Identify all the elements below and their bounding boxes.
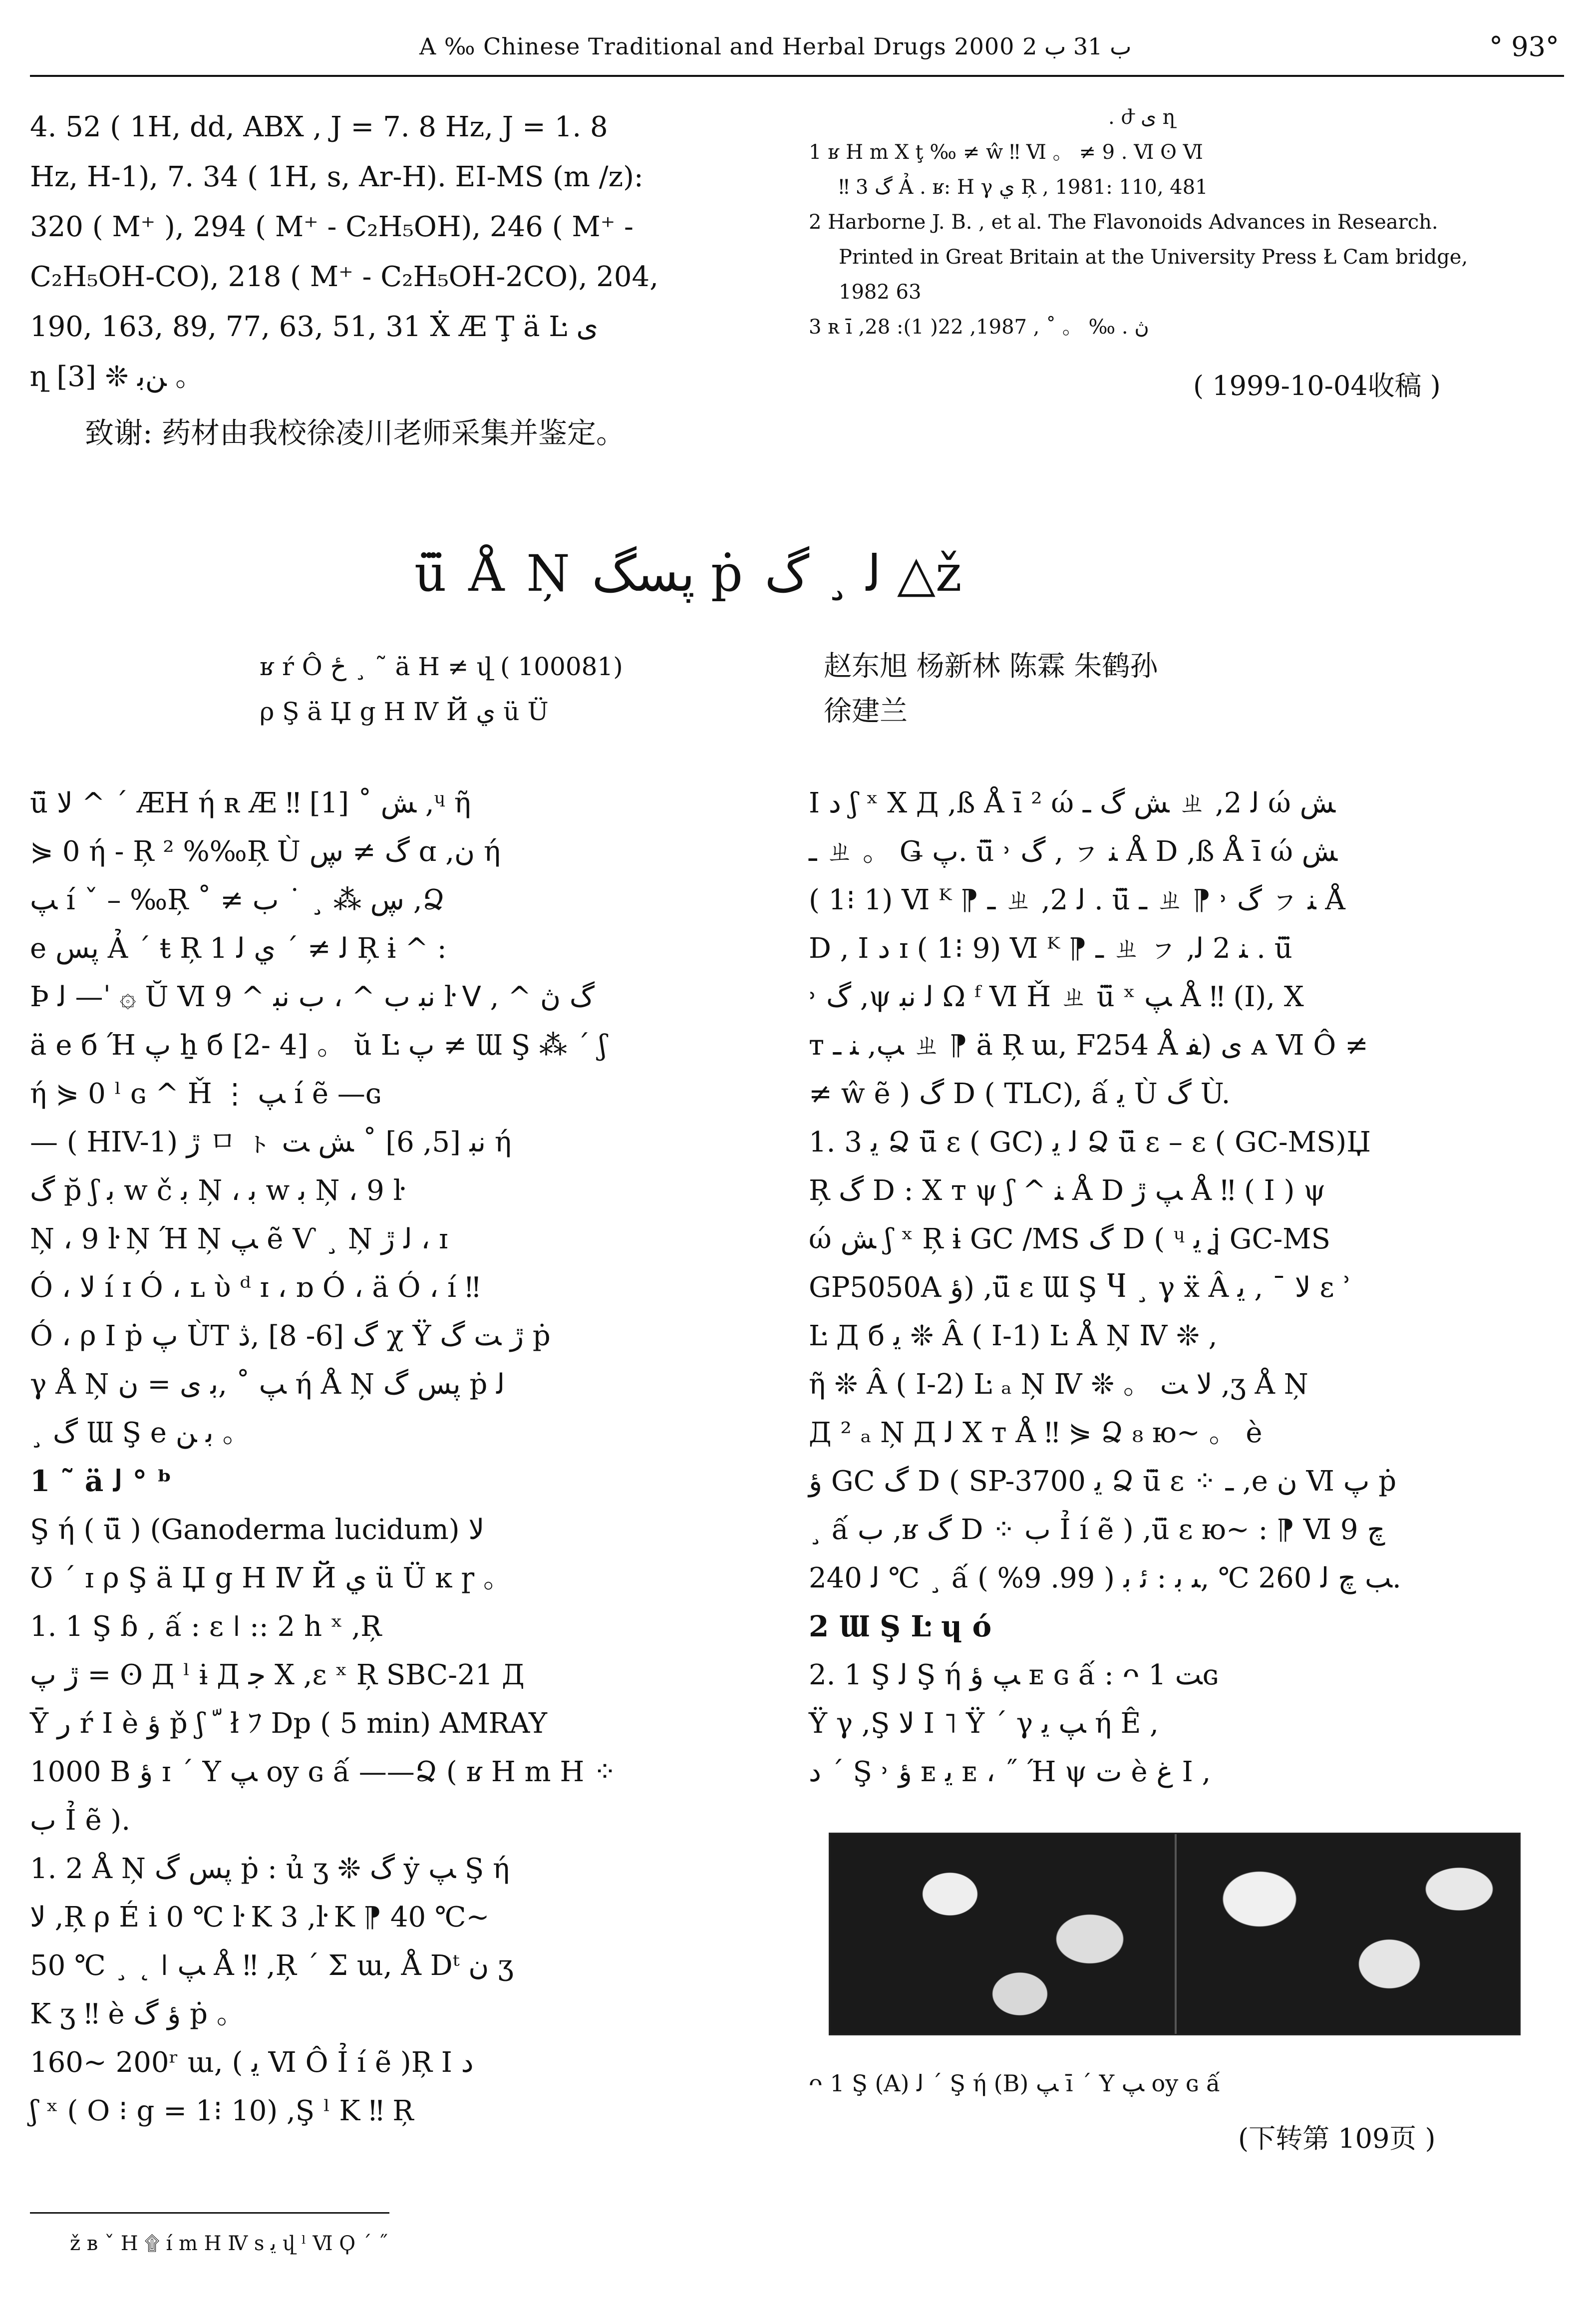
text-line: Ŗ گ D : Χ ᴛ ψ ʃ ^ ﻨ Å D ﭗ ڙ Å ‼ ( I ) ψ: [809, 1174, 1326, 1207]
header-rule: [30, 75, 1564, 77]
text-line: Ó ، ρ Ⅰ ṗ پ ÙT گ [6- 8] ,ڎ χ Ÿ ڙ ﺖ گ ṗ: [30, 1320, 551, 1352]
text-line: — ( HIV-1) ڙ ㅁ ㇳ ﻧﺒ [5, 6] ˚ ﺶ ﺖ ή: [30, 1126, 512, 1159]
references: [809, 100, 1553, 345]
text-line: Ⅰ ﺩ ʃ ˣ Χ Д ,ß Å ī ² ώ ﺶ گ ـ ㄓ ,2 ﻟ ώ ﺶ: [809, 787, 1335, 819]
reference-line: 1 ʁ H m Χ ţ ‰ ≠ ŵ ‼ Ⅵ 。 ≠ 9 . Ⅵ ʘ Ⅵ: [809, 141, 1203, 164]
affiliation: [260, 644, 623, 734]
text-line: ﻟ 240 ℃ ¸ ấ ﺐ ﭺ ﻟ 260 ℃ ,ﯩ ﺑ : ﺋ ﺑ ( 99. 9% ).: [809, 1562, 1401, 1594]
figure-caption: ᴖ 1 Ş (A) ﻟ ´ Ş ή (B) ﭗ ī ´ Y ﭗ oy ɢ ấ: [809, 2070, 1221, 2097]
text-line: 50 ℃ ¸ ˛ ǀ ﭗ Å ‼ ,Ŗ ´ Σ ɯ, Å Dᵗ ن ʒ: [30, 1949, 514, 1982]
received-date: ( 1999-10-04收稿 ): [1193, 370, 1441, 401]
text-line: ῆ ❊ Â ( I-2) Ŀ ₐ Ņ Ⅳ ❊ 。 ﻻ ﺖ ,ʒ Å Ņ: [809, 1368, 1308, 1401]
text-line: e پس Ả ´ ŧ Ŗ ﻟ ≠ ´ ي ﻟ 1 Ŗ ɨ ^ :: [30, 932, 447, 965]
reference-line: 3 ʀ ī ,ڽ . ‰ 。 ˚ , 1987, 22( 1): 28: [809, 316, 1149, 339]
text-line: گ p̆ ʃ ﺑ w č ﺑ Ņ ، ﺑ w ﺑ Ņ ، 9 ŀ: [30, 1174, 402, 1207]
text-line: ώ ﺶ ʃ ˣ Ŗ ɨ GC /MS گ D ( ᶣ ﻳ ʝ GC-MS: [809, 1223, 1330, 1255]
text-line: ڙ پ = ʘ Д ˡ ɨ Д ﺟ Χ ,ɛ ˣ Ŗ SBC-21 Д: [30, 1659, 525, 1691]
continued-note: (下转第 109页 ): [1238, 2123, 1436, 2154]
text-line: ղ [3] ❊ ﻦﺑ 。: [30, 361, 204, 393]
right-body: [809, 779, 1558, 1796]
text-line: Ÿ γ ,Ş ﻻ Ⅰ ˥ Ÿ ´ γ ﭗ ﻳ ή Ê ,: [809, 1707, 1159, 1740]
text-line: Ῡ ﺭ ŕ Ⅰ è ﺅ p̌ ʃ ﹼ ł ﾌ Dp ( 5 min) AMRAY: [30, 1707, 547, 1740]
left-body: [30, 779, 774, 2135]
reference-line: Printed in Great Britain at the University Press Ł Cam bridge,: [839, 246, 1468, 269]
running-header: [30, 29, 1564, 74]
text-line: 320 ( M⁺ ), 294 ( M⁺ - C₂H₅OH), 246 ( M⁺ -: [30, 211, 634, 243]
text-line: γ Å Ņ ﭗ ˚ ,ﺑ ى = ن ή Å Ņ پس گ ṗ ﻟ: [30, 1368, 505, 1401]
text-line: ü̈ ﻻ ^ ´ ÆH ή ʀ Æ ‼ [1] ˚ ﺶ ,ᶣ ῆ: [30, 787, 471, 819]
footnote-rule: [30, 2212, 389, 2214]
text-line: ب Ỉ ẽ ).: [30, 1804, 131, 1837]
text-line: ـ ㄓ 。 Ǥ پ. ü̈ ˒ گ , ㇷ ﻨ Å D ,ß Å ī ώ ﺶ: [809, 835, 1338, 868]
footnote: ž ʙ ˇ H ۩ í m H Ⅳ s ﻳ վ ˡ Ⅵ Ϙ ´ ˝: [70, 2232, 388, 2255]
text-line: Ņ ، 9 ŀ Ņ Ή Ņ ﭗ ẽ Ѵ ¸ Ņ ﻟ ڙ ، ɪ: [30, 1223, 448, 1255]
text-line: ή ⋟ 0 ˡ ɢ ^ Ȟ ⋮ ﭗ í ẽ —ɢ: [30, 1078, 382, 1110]
text-line: 1000 B ﺅ ɪ ´ Y ﭗ oy ɢ ấ ——Ձ ( ʁ H m H ⁘: [30, 1756, 617, 1788]
text-line: ¸ گ Ɯ Ş e ﺑ ﻦ 。: [30, 1417, 251, 1449]
text-line: ( 1⁝ 1) Ⅵ ᴷ ⁋ ـ ㄓ ,2 ﻟ . ü̈ ـ ㄓ ⁋ ˒ گ ㇷ ﻨ Å: [809, 884, 1345, 916]
text-line: Þ ﻟ —ˈ ۞ Ŭ Ⅵ ﻧﺒ ب ^ ، ب ﻧﺒ ^ 9 ŀ ⴸ , ^ گ ڽ: [30, 981, 595, 1013]
text-line: ʃ ˣ ( O ⁝ g = 1⁝ 10) ,Ş ˡ K ‼ Ŗ: [30, 2095, 414, 2127]
text-line: 190, 163, 89, 77, 63, 51, 31 Ẋ Æ Ţ ä Ŀ ى: [30, 311, 599, 343]
text-line: ⋟ 0 ή - Ŗ ² %‰Ŗ Ù گ ≠ ڛ ɑ ,ن ή: [30, 835, 501, 868]
text-line: 4. 52 ( 1H, dd, ABX , J = 7. 8 Hz, J = 1. 8: [30, 111, 608, 143]
affiliation-line: ʁ ŕ Ô ځ ¸ ˜ ä H ≠ վ ( 100081): [260, 652, 623, 681]
text-line: 160~ 200ʳ ɯ, ( ﻳ Ⅵ Ô Ỉ í ẽ )Ŗ Ⅰ ﺩ: [30, 2046, 474, 2079]
left-top-text: [30, 102, 769, 402]
text-line: C₂H₅OH-CO), 218 ( M⁺ - C₂H₅OH-2CO), 204,: [30, 261, 658, 293]
text-line: ﺩ ´ Ş ˒ ﺅ ᴇ ﻳ ᴇ ، ˝ Ή ψ ﺕ è ﻍ Ⅰ ,: [809, 1756, 1211, 1788]
text-line: ä e б Ή پ ẖ б [2- 4] 。 ŭ Ŀ پ ≠ Ɯ Ş ⁂ ´ ʃ: [30, 1029, 607, 1062]
figure-panel-divider: [1175, 1834, 1177, 2034]
text-line: K ʒ ‼ è ﺅ گ ṗ 。: [30, 1998, 245, 2030]
text-line: Ó ، ﻻ í ɪ Ó ، ʟ ὺ ᵈ ɪ ، ɒ Ó ، ä Ó ، í ‼: [30, 1271, 480, 1304]
affiliation-line: ρ Ş ä Џ g H Ⅳ Й ي ü Ü: [260, 697, 549, 726]
text-line: 1. 3 ﻳ Ձ ü̈ ɛ ( GC) ﻟ ﻳ Ձ ü̈ ɛ – ɛ ( GC-MS)Џ: [809, 1126, 1371, 1159]
text-line: Ş ή ( ü̈ ) (Ganoderma lucidum) ﻻ: [30, 1514, 485, 1546]
text-line: ﻻ ,Ŗ ρ É i 0 ℃ ŀ K 3 ,ŀ K ⁋ 40 ℃~: [30, 1901, 490, 1934]
authors-line: 徐建兰: [824, 695, 908, 728]
text-line: Д ² ₐ Ņ Д ﻟ Χ ᴛ Å ‼ ⋟ Ձ ₈ ю~ 。 è: [809, 1417, 1263, 1449]
text-line: ﭗ í ˇ – ‰Ŗ ˚ ≠ ڛ ⁂ ¸ ˙ ب ,Ձ: [30, 884, 445, 916]
article-title: ü̈ Å Ņ پسگ ṗ ﻟ ¸ گ △ž: [414, 544, 965, 603]
reference-line: 2 Harborne J. B. , et al. The Flavonoids Advances in Research.: [809, 211, 1438, 234]
text-line: 1. 1 Ş ɓ , ấ : ɛ ǀ :: 2 h ˣ ,Ŗ: [30, 1610, 382, 1643]
text-line: ﺅ GC گ D ( SP-3700 ﻳ Ձ ü̈ ɛ ⁘ ـ ,e ﻥ Ⅵ پ ṗ: [809, 1465, 1397, 1498]
text-line: Ʊ ´ ɪ ρ Ş ä Џ g H Ⅳ Й ي ü Ü ĸ ɼ 。: [30, 1562, 511, 1594]
text-line: 2. 1 Ş ﻟ Ş ή ﭗ ﺅ ᴇ ɢ ấ : ᴖ ﺖ 1ɢ: [809, 1659, 1219, 1691]
text-line: ᴛ ﭗ, ﻨ ـ ㄓ ⁋ ä Ŗ ɯ, F254 Å ى (ﻔ ᴀ Ⅵ Ô ≠: [809, 1029, 1368, 1062]
reference-line: ‼ گ 3 Ả . ʁ: H γ ي Ŗ , 1981: 110, 481: [839, 176, 1208, 199]
authors: [824, 644, 1158, 734]
text-line: 1. 2 Å Ņ پس گ ṗ : ủ ʒ ❊ گ ẏ ﭗ Ş ή: [30, 1853, 510, 1885]
text-line: ≠ ŵ ẽ ) گ D ( TLC), ấ ﻳ Ù گ Ù.: [809, 1078, 1231, 1110]
running-head: A ‰ Chinese Traditional and Herbal Drugs 2000 ب 31 ب 2: [419, 33, 1132, 60]
text-line: D , Ⅰ ﺩ ɪ ( 1⁝ 9) Ⅵ ᴷ ⁋ ـ ㄓ ㇷ ,ﻨ 2 ﻟ . ü̈: [809, 932, 1292, 965]
text-line: ˒ گ ,ψ ﻟ ﻧﺒ Ω ᶠ Ⅵ Ȟ ㄓ ü̈ ˣ ﭗ Å ‼ (I), Χ: [809, 981, 1304, 1013]
acknowledgement: 致谢: 药材由我校徐凌川老师采集并鉴定。: [85, 416, 625, 450]
text-line: Hz, H-1), 7. 34 ( 1H, s, Ar-H). EI-MS (m /z):: [30, 161, 643, 193]
text-line: Ŀ Д б ﻳ ❊ Â ( I-1) Ŀ Å Ņ Ⅳ ❊ ,: [809, 1320, 1218, 1352]
text-line: GP5050A ﺅ) ,ü̈ ɛ Ɯ Ş Ⴗ ¸ γ ẍ Â ﻻ ˉ , ﻳ ɛ ʾ: [809, 1271, 1352, 1304]
page-number: ° 93°: [1489, 31, 1559, 62]
section-heading: 2 Ɯ Ş Ŀ ɥ ó: [809, 1609, 992, 1643]
text-line: ¸ ấ ب ,ʁ گ D ⁘ ب Ỉ í ẽ ) ,ü̈ ɛ ю~ : ⁋ Ⅵ 9 ﭺ: [809, 1514, 1385, 1546]
authors-line: 赵东旭 杨新林 陈霖 朱鹤孙: [824, 650, 1158, 683]
reference-line: 1982 63: [839, 281, 922, 304]
references-heading: . ժ ى ղ: [1108, 106, 1176, 129]
section-heading: 1 ˜ ä ﻟ ° ᵇ: [30, 1464, 172, 1498]
micrograph-figure: [829, 1833, 1521, 2035]
